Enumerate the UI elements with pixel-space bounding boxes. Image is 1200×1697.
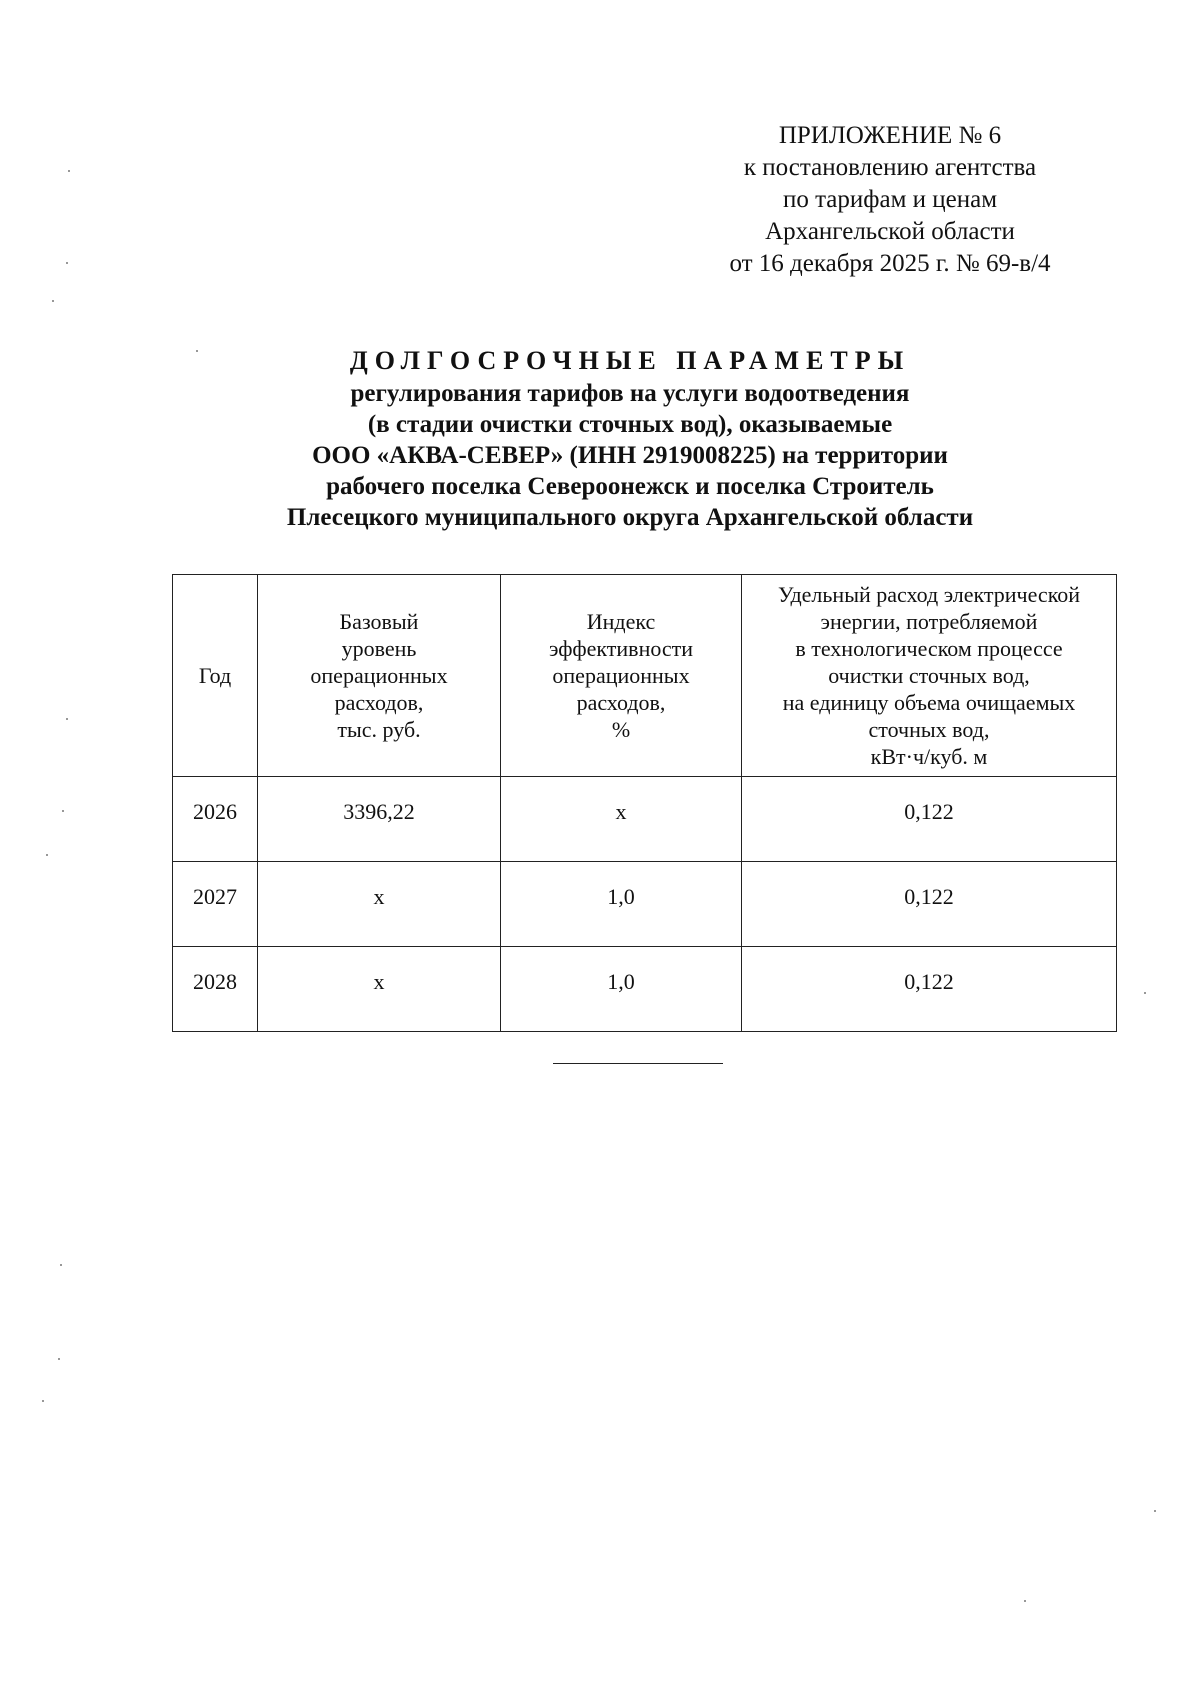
appendix-line: ПРИЛОЖЕНИЕ № 6 [778,122,1002,149]
scan-speck [42,1400,44,1402]
table-header-row [173,575,1117,777]
header-year: Год [173,575,258,777]
table-row [173,947,1117,1032]
scan-speck [1024,1600,1026,1602]
cell-energy: 0,122 [742,947,1117,1032]
title-line: (в стадии очистки сточных вод), оказываемые [367,411,893,438]
appendix-line: от 16 декабря 2025 г. № 69-в/4 [729,250,1051,277]
document-title [190,345,1070,533]
appendix-header [680,120,1100,280]
scan-speck [196,350,198,352]
title-line: рабочего поселка Североонежск и поселка Строитель [326,473,934,500]
appendix-line: к постановлению агентства [743,154,1037,181]
cell-base-level: 3396,22 [258,777,501,862]
cell-energy: 0,122 [742,777,1117,862]
appendix-line: Архангельской области [765,218,1015,245]
cell-base-level: х [258,947,501,1032]
scan-speck [60,1264,62,1266]
cell-year: 2027 [173,862,258,947]
cell-base-level: х [258,862,501,947]
cell-efficiency-index: 1,0 [501,862,742,947]
cell-year: 2028 [173,947,258,1032]
scan-speck [46,854,48,856]
title-line: регулирования тарифов на услуги водоотведения [350,380,910,407]
appendix-line: по тарифам и ценам [782,186,998,213]
title-line: Плесецкого муниципального округа Архангельской области [286,504,974,531]
table-row [173,862,1117,947]
title-main: ДОЛГОСРОЧНЫЕ ПАРАМЕТРЫ [349,346,911,375]
parameters-table [172,574,1117,1032]
cell-efficiency-index: 1,0 [501,947,742,1032]
cell-energy: 0,122 [742,862,1117,947]
header-base-level: Базовый уровень операционных расходов, тыс. руб. [258,575,501,777]
scan-speck [1154,1510,1156,1512]
scan-speck [1144,992,1146,994]
cell-efficiency-index: х [501,777,742,862]
scan-speck [66,262,68,264]
scan-speck [66,718,68,720]
closing-separator-line [553,1063,723,1064]
table-row [173,777,1117,862]
title-line: ООО «АКВА-СЕВЕР» (ИНН 2919008225) на территории [312,442,948,469]
scan-speck [58,1358,60,1360]
header-energy-consumption: Удельный расход электрической энергии, потребляемой в технологическом процессе очистки сточных вод, на единицу объема очищаемых сточных вод, кВт·ч/куб. м [742,575,1117,777]
scan-speck [62,810,64,812]
scan-speck [52,300,54,302]
scan-speck [68,170,70,172]
header-efficiency-index: Индекс эффективности операционных расходов, % [501,575,742,777]
cell-year: 2026 [173,777,258,862]
